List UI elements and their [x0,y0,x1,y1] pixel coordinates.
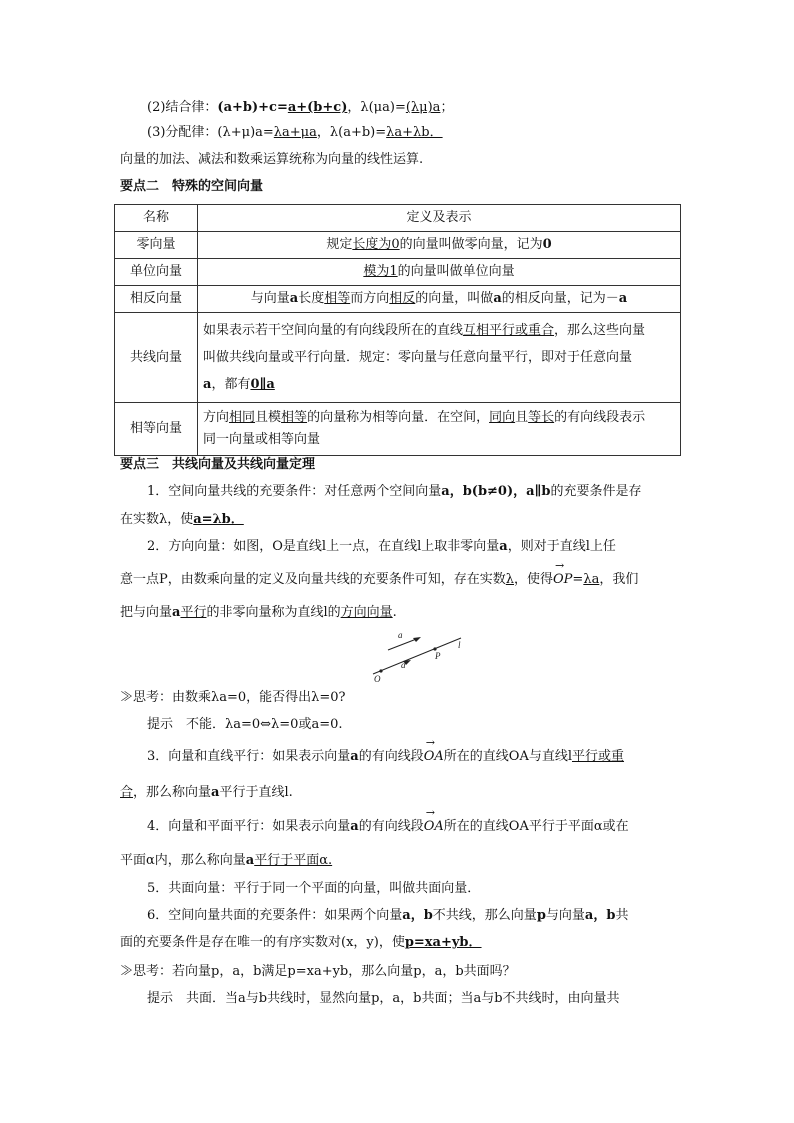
text: a，b [584,908,616,923]
text: 把与向量 [120,605,173,620]
label-o: O [374,674,381,684]
dist-part: (λ+μ)a= [217,125,274,140]
vector-oa: → OA [424,748,444,766]
answer: p=xa+yb． [404,935,482,950]
text: 6．空间向量共面的充要条件：如果两个向量 [147,908,403,923]
answer: 等长 [528,410,555,425]
text: 意一点P，由数乘向量的定义及向量共线的充要条件可知，存在实数 [120,572,506,587]
answer: 同向 [489,410,516,425]
label-a-top: a [398,630,403,640]
row-definition [198,286,681,313]
line-l [373,638,461,674]
label-l: l [458,640,461,650]
text: 的非零向量称为直线l的 [206,605,341,620]
text: a [289,291,299,306]
p3-line1 [147,748,680,766]
text: = [572,572,584,587]
row-name: 零向量 [115,232,198,259]
p4-line1 [147,818,680,836]
vector-oa: → OA [424,818,444,836]
row-definition [198,403,681,456]
text: 不共线，那么向量 [432,908,537,923]
answer: 合 [120,785,134,800]
text: 平面α内，那么称向量 [120,853,246,868]
text: 的充要条件是存 [550,484,642,499]
table-row [115,313,681,403]
label-p: P [435,651,441,661]
text: a [493,291,502,306]
assoc-part: ； [440,100,454,115]
section-title-collinear: 要点三 共线向量及共线向量定理 [120,457,316,472]
dist-answer: λa+λb． [386,125,443,140]
linear-operation-summary: 向量的加法、减法和数乘运算统称为向量的线性运算. [120,152,424,167]
assoc-part: ，λ(μa)= [347,100,406,115]
answer: 相等 [281,410,308,425]
text: 1．空间向量共线的充要条件：对任意两个空间向量 [147,484,442,499]
hint-1: 提示 不能．λa=0⇔λ=0或a=0. [147,717,343,732]
hint-2: 提示 共面．当a与b共线时，显然向量p，a，b共面；当a与b不共线时，由向量共 [147,991,620,1006]
text: 所在的直线OA平行于平面α或在 [443,819,629,834]
answer: 平行 [180,605,207,620]
answer: 0∥a [250,377,275,392]
answer: 相等 [324,291,351,306]
text: p [536,908,546,923]
text: ，那么称向量 [133,785,212,800]
text-line [203,407,675,429]
text: ，我们 [599,572,639,587]
text: a [211,785,220,800]
think-1: ≫思考：由数乘λa=0，能否得出λ=0? [120,690,346,705]
answer: 相反 [389,291,416,306]
text: 4．向量和平面平行：如果表示向量 [147,819,351,834]
text: 的有向线段表示 [554,410,646,425]
text: 的向量称为相等向量．在空间， [307,410,490,425]
text: 面的充要条件是存在唯一的有序实数对(x，y)，使 [120,935,405,950]
text: 方向 [203,410,230,425]
think-2: ≫思考：若向量p，a，b满足p=xa+yb，那么向量p，a，b共面吗？ [120,964,516,979]
dist-label: (3)分配律： [147,125,218,140]
table-header-row [115,205,681,232]
answer: 互相平行或重合 [463,323,555,338]
associative-law [147,99,680,117]
row-definition [198,259,681,286]
text-line: 同一向量或相等向量 [203,432,321,447]
text-line: 叫做共线向量或平行向量．规定：零向量与任意向量平行，即对于任意向量 [203,350,633,365]
row-definition [198,313,681,403]
table-row [115,286,681,313]
text: a [499,539,508,554]
text: a [172,605,181,620]
answer: 相同 [229,410,256,425]
dist-answer: λa+μa [273,125,317,140]
text: a [350,749,359,764]
assoc-label: (2)结合律： [147,100,218,115]
text: a [203,377,212,392]
text: a [350,819,359,834]
section-title-special-vectors: 要点二 特殊的空间向量 [120,179,264,194]
text: 的相反向量，记为－ [501,291,619,306]
text: 与向量 [250,291,290,306]
p5: 5．共面向量：平行于同一个平面的向量，叫做共面向量． [147,881,481,896]
text: 3．向量和直线平行：如果表示向量 [147,749,351,764]
vector-op: → OP [553,571,572,589]
text: 所在的直线OA与直线l [443,749,572,764]
text: ，都有 [211,377,251,392]
text: 如果表示若干空间向量的有向线段所在的直线 [203,323,464,338]
table-row [115,259,681,286]
text: 在实数λ，使 [120,512,194,527]
p1-line2 [120,511,680,529]
p6-line2 [120,934,680,952]
p2-line3 [120,604,680,622]
text: 的有向线段 [358,819,424,834]
text: 长度 [298,291,325,306]
assoc-answer: (λμ)a [405,100,441,115]
text: 的向量叫做单位向量 [397,264,515,279]
answer: 模为1 [363,264,398,279]
assoc-part: (a+b)+c= [217,100,288,115]
text: a，b(b≠0)，a∥b [441,484,551,499]
table-row [115,403,681,456]
text: a [245,853,255,868]
text: 且 [515,410,529,425]
row-name: 共线向量 [115,313,198,403]
p6-line1 [147,907,680,925]
point-o [379,669,382,672]
p1-line1 [147,483,680,501]
p4-line2 [120,852,680,870]
text-line [203,371,675,398]
text: 而方向 [350,291,390,306]
special-vectors-table [114,204,681,456]
text-line [203,317,675,344]
answer: 平行或重 [572,749,625,764]
text: 0 [542,237,552,252]
text: 的向量叫做零向量，记为 [399,237,543,252]
text: 平行于直线l. [219,785,293,800]
answer: 平行于平面α. [254,853,333,868]
row-name: 相等向量 [115,403,198,456]
text: ，那么这些向量 [554,323,646,338]
text: ，则对于直线l上任 [507,539,616,554]
table-row [115,232,681,259]
assoc-answer: a+(b+c) [287,100,348,115]
text: . [392,605,397,620]
header-name: 名称 [115,205,198,232]
text: ，使得 [514,572,554,587]
dist-part: ，λ(a+b)= [316,125,387,140]
text: 规定 [326,237,353,252]
row-name: 相反向量 [115,286,198,313]
text: 与向量 [545,908,585,923]
arrowhead-icon [413,637,421,642]
label-a-mid: a [401,660,406,670]
text: 的有向线段 [358,749,424,764]
answer: 方向向量 [340,605,393,620]
header-definition: 定义及表示 [198,205,681,232]
text: 的向量，叫做 [415,291,494,306]
row-name: 单位向量 [115,259,198,286]
direction-vector-figure [355,628,475,684]
answer: λ [505,572,514,587]
p2-line2 [120,571,680,589]
answer: 长度为0 [352,237,400,252]
text: 且模 [255,410,282,425]
text: a，b [402,908,433,923]
text: 2．方向向量：如图，O是直线l上一点，在直线l上取非零向量 [147,539,500,554]
text: 共 [615,908,629,923]
distributive-law [147,124,680,142]
answer: λa [583,572,600,587]
p3-line2 [120,784,680,802]
answer: a=λb． [193,512,244,527]
text: a [618,291,628,306]
row-definition [198,232,681,259]
p2-line1 [147,538,680,556]
